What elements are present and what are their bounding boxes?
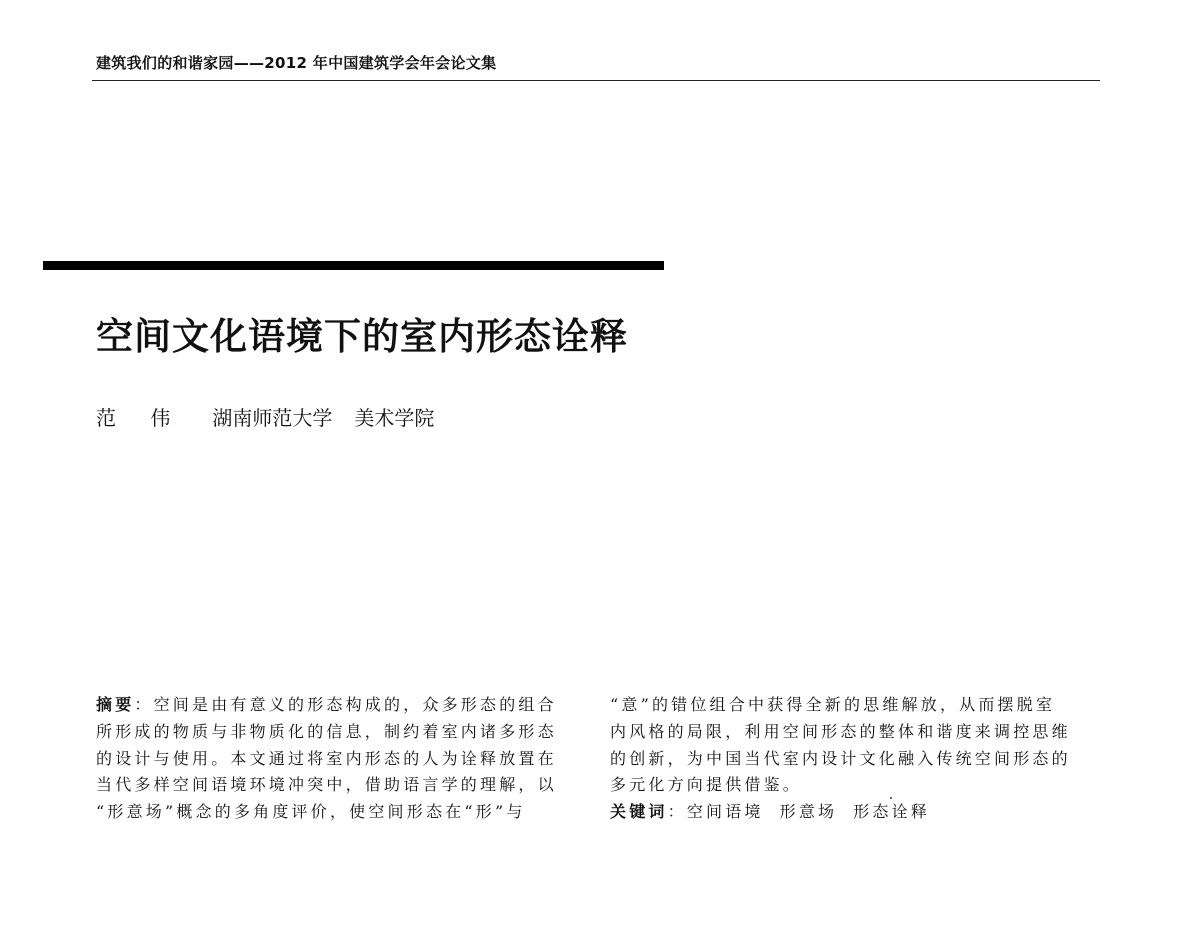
abstract-line: “意”的错位组合中获得全新的思维解放，从而摆脱室 [610, 695, 1056, 714]
byline [96, 402, 434, 431]
affiliation-school: 美术学院 [354, 406, 435, 430]
abstract-line [96, 692, 584, 719]
keyword: 形态诠释 [853, 802, 931, 822]
title-bar [43, 261, 664, 270]
keywords-label: 关键词 [610, 802, 668, 822]
abstract-line: 当代多样空间语境环境冲突中，借助语言学的理解，以 [96, 775, 557, 795]
abstract-line: 所形成的物质与非物质化的信息，制约着室内诸多形态 [96, 721, 557, 741]
abstract-label: 摘要 [96, 695, 135, 714]
abstract-line: “形意场”概念的多角度评价，使空间形态在“形”与 [96, 802, 526, 822]
abstract-line: 多元化方向提供借鉴。 [610, 775, 803, 795]
author-name: 范 伟 [96, 406, 185, 430]
abstract-column-right [610, 692, 1102, 826]
scan-speck [890, 797, 892, 799]
header-rule [92, 80, 1100, 81]
abstract-text: ：空间是由有意义的形态构成的，众多形态的组合 [134, 695, 557, 714]
abstract-line: 内风格的局限，利用空间形态的整体和谐度来调控思维 [610, 721, 1071, 741]
keyword: 形意场 [779, 802, 838, 822]
running-header: 建筑我们的和谐家园——2012 年中国建筑学会年会论文集 [96, 54, 497, 72]
abstract-line: 的创新，为中国当代室内设计文化融入传统空间形态的 [610, 748, 1071, 768]
abstract-column-left [96, 692, 584, 826]
keyword: 空间语境 [686, 802, 764, 822]
abstract-line: 的设计与使用。本文通过将室内形态的人为诠释放置在 [96, 748, 557, 768]
keywords-separator: ： [667, 802, 687, 822]
affiliation-university: 湖南师范大学 [212, 406, 333, 430]
article-title: 空间文化语境下的室内形态诠释 [96, 315, 628, 358]
keywords-line [610, 799, 1102, 826]
